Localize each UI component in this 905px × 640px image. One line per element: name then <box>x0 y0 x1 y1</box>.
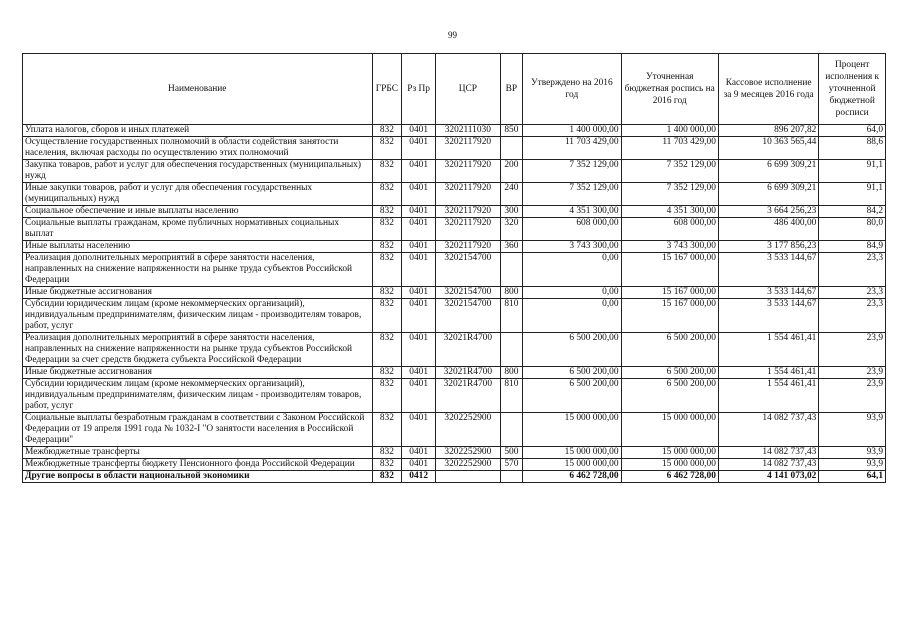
cell-name: Иные закупки товаров, работ и услуг для обеспечения государственных (муниципальных) нужд <box>23 183 373 206</box>
cell-grbs: 832 <box>372 333 402 367</box>
cell-vr: 360 <box>500 241 523 253</box>
cell-csr: 3202117920 <box>436 183 501 206</box>
cell-grbs: 832 <box>372 287 402 299</box>
cell-rzpr: 0401 <box>402 287 436 299</box>
cell-cash: 3 533 144,67 <box>718 287 818 299</box>
cell-csr: 3202111030 <box>436 125 501 137</box>
cell-rzpr: 0401 <box>402 241 436 253</box>
table-row <box>23 333 886 367</box>
cell-approved: 6 462 728,00 <box>523 471 621 483</box>
cell-csr: 3202154700 <box>436 299 501 333</box>
cell-cash: 896 207,82 <box>718 125 818 137</box>
cell-approved: 6 500 200,00 <box>523 367 621 379</box>
cell-csr: 32021R4700 <box>436 367 501 379</box>
cell-vr <box>500 333 523 367</box>
cell-refined: 6 462 728,00 <box>621 471 718 483</box>
table-row <box>23 218 886 241</box>
cell-refined: 15 000 000,00 <box>621 447 718 459</box>
cell-csr: 3202252900 <box>436 459 501 471</box>
page-number: 99 <box>448 30 457 40</box>
header-vr: ВР <box>500 54 523 125</box>
cell-percent: 93,9 <box>819 459 886 471</box>
cell-vr: 800 <box>500 367 523 379</box>
cell-rzpr: 0401 <box>402 367 436 379</box>
cell-vr: 300 <box>500 206 523 218</box>
cell-rzpr: 0401 <box>402 125 436 137</box>
cell-cash: 6 699 309,21 <box>718 160 818 183</box>
cell-name: Социальные выплаты гражданам, кроме публичных нормативных социальных выплат <box>23 218 373 241</box>
cell-grbs: 832 <box>372 218 402 241</box>
cell-name: Иные выплаты населению <box>23 241 373 253</box>
cell-rzpr: 0401 <box>402 333 436 367</box>
cell-rzpr: 0401 <box>402 218 436 241</box>
cell-name: Социальные выплаты безработным гражданам в соответствии с Законом Российской Федерации от 19 апреля 1991 года № 1032-I "О занятости населения в Российской Федерации" <box>23 413 373 447</box>
cell-refined: 4 351 300,00 <box>621 206 718 218</box>
header-percent: Процент исполнения к уточненной бюджетной росписи <box>819 54 886 125</box>
cell-rzpr: 0401 <box>402 299 436 333</box>
cell-refined: 15 167 000,00 <box>621 253 718 287</box>
cell-percent: 23,3 <box>819 287 886 299</box>
cell-grbs: 832 <box>372 253 402 287</box>
cell-vr: 810 <box>500 379 523 413</box>
cell-approved: 7 352 129,00 <box>523 160 621 183</box>
cell-grbs: 832 <box>372 471 402 483</box>
cell-csr: 3202154700 <box>436 253 501 287</box>
cell-vr <box>500 471 523 483</box>
cell-grbs: 832 <box>372 137 402 160</box>
cell-grbs: 832 <box>372 241 402 253</box>
cell-refined: 11 703 429,00 <box>621 137 718 160</box>
cell-percent: 64,1 <box>819 471 886 483</box>
cell-vr <box>500 137 523 160</box>
cell-percent: 23,9 <box>819 367 886 379</box>
cell-cash: 3 533 144,67 <box>718 253 818 287</box>
cell-approved: 15 000 000,00 <box>523 447 621 459</box>
table-row <box>23 241 886 253</box>
cell-cash: 14 082 737,43 <box>718 447 818 459</box>
table-row <box>23 379 886 413</box>
cell-grbs: 832 <box>372 413 402 447</box>
cell-refined: 7 352 129,00 <box>621 160 718 183</box>
cell-refined: 15 000 000,00 <box>621 459 718 471</box>
table-row <box>23 137 886 160</box>
table-row <box>23 183 886 206</box>
cell-name: Межбюджетные трансферты <box>23 447 373 459</box>
cell-rzpr: 0401 <box>402 137 436 160</box>
cell-cash: 1 554 461,41 <box>718 367 818 379</box>
table-row <box>23 471 886 483</box>
cell-name: Другие вопросы в области национальной экономики <box>23 471 373 483</box>
cell-approved: 6 500 200,00 <box>523 333 621 367</box>
cell-cash: 6 699 309,21 <box>718 183 818 206</box>
cell-csr: 3202117920 <box>436 160 501 183</box>
cell-vr <box>500 253 523 287</box>
cell-percent: 23,3 <box>819 299 886 333</box>
cell-csr: 3202154700 <box>436 287 501 299</box>
header-approved: Утверждено на 2016 год <box>523 54 621 125</box>
header-name: Наименование <box>23 54 373 125</box>
cell-rzpr: 0401 <box>402 183 436 206</box>
cell-vr: 500 <box>500 447 523 459</box>
cell-percent: 91,1 <box>819 183 886 206</box>
cell-vr <box>500 413 523 447</box>
cell-name: Иные бюджетные ассигнования <box>23 287 373 299</box>
cell-approved: 15 000 000,00 <box>523 413 621 447</box>
cell-percent: 23,3 <box>819 253 886 287</box>
cell-cash: 1 554 461,41 <box>718 379 818 413</box>
cell-vr: 570 <box>500 459 523 471</box>
cell-percent: 93,9 <box>819 447 886 459</box>
header-grbs: ГРБС <box>372 54 402 125</box>
cell-approved: 0,00 <box>523 253 621 287</box>
cell-approved: 4 351 300,00 <box>523 206 621 218</box>
table-row <box>23 253 886 287</box>
cell-refined: 15 167 000,00 <box>621 299 718 333</box>
cell-percent: 80,0 <box>819 218 886 241</box>
cell-approved: 608 000,00 <box>523 218 621 241</box>
cell-refined: 15 167 000,00 <box>621 287 718 299</box>
cell-refined: 608 000,00 <box>621 218 718 241</box>
cell-cash: 10 363 565,44 <box>718 137 818 160</box>
cell-grbs: 832 <box>372 183 402 206</box>
cell-csr: 3202252900 <box>436 447 501 459</box>
cell-name: Иные бюджетные ассигнования <box>23 367 373 379</box>
cell-cash: 3 664 256,23 <box>718 206 818 218</box>
cell-grbs: 832 <box>372 160 402 183</box>
cell-grbs: 832 <box>372 459 402 471</box>
cell-approved: 0,00 <box>523 287 621 299</box>
table-row <box>23 299 886 333</box>
cell-approved: 1 400 000,00 <box>523 125 621 137</box>
cell-name: Уплата налогов, сборов и иных платежей <box>23 125 373 137</box>
cell-cash: 3 177 856,23 <box>718 241 818 253</box>
cell-rzpr: 0401 <box>402 379 436 413</box>
cell-approved: 7 352 129,00 <box>523 183 621 206</box>
table-row <box>23 367 886 379</box>
cell-cash: 1 554 461,41 <box>718 333 818 367</box>
table-row <box>23 125 886 137</box>
cell-csr: 32021R4700 <box>436 379 501 413</box>
cell-rzpr: 0401 <box>402 459 436 471</box>
cell-rzpr: 0401 <box>402 413 436 447</box>
cell-approved: 15 000 000,00 <box>523 459 621 471</box>
header-csr: ЦСР <box>436 54 501 125</box>
table-row <box>23 447 886 459</box>
cell-refined: 6 500 200,00 <box>621 379 718 413</box>
cell-approved: 3 743 300,00 <box>523 241 621 253</box>
cell-percent: 23,9 <box>819 333 886 367</box>
cell-rzpr: 0401 <box>402 447 436 459</box>
cell-grbs: 832 <box>372 447 402 459</box>
cell-refined: 3 743 300,00 <box>621 241 718 253</box>
cell-rzpr: 0401 <box>402 160 436 183</box>
table-row <box>23 206 886 218</box>
cell-grbs: 832 <box>372 206 402 218</box>
cell-cash: 14 082 737,43 <box>718 459 818 471</box>
cell-approved: 0,00 <box>523 299 621 333</box>
cell-percent: 64,0 <box>819 125 886 137</box>
cell-name: Реализация дополнительных мероприятий в сфере занятости населения, направленных на снижение напряженности на рынке труда субъектов Российской Федерации <box>23 253 373 287</box>
table-body <box>23 125 886 483</box>
cell-percent: 23,9 <box>819 379 886 413</box>
cell-vr: 240 <box>500 183 523 206</box>
cell-percent: 88,6 <box>819 137 886 160</box>
cell-approved: 11 703 429,00 <box>523 137 621 160</box>
cell-refined: 1 400 000,00 <box>621 125 718 137</box>
cell-grbs: 832 <box>372 379 402 413</box>
cell-csr: 32021R4700 <box>436 333 501 367</box>
cell-csr: 3202117920 <box>436 241 501 253</box>
cell-refined: 6 500 200,00 <box>621 333 718 367</box>
cell-grbs: 832 <box>372 367 402 379</box>
cell-grbs: 832 <box>372 125 402 137</box>
cell-name: Закупка товаров, работ и услуг для обеспечения государственных (муниципальных) нужд <box>23 160 373 183</box>
cell-rzpr: 0401 <box>402 206 436 218</box>
cell-rzpr: 0401 <box>402 253 436 287</box>
cell-cash: 14 082 737,43 <box>718 413 818 447</box>
table-row <box>23 287 886 299</box>
cell-vr: 800 <box>500 287 523 299</box>
cell-refined: 7 352 129,00 <box>621 183 718 206</box>
cell-name: Реализация дополнительных мероприятий в сфере занятости населения, направленных на снижение напряженности на рынке труда субъектов Российской Федерации за счет средств бюджета субъекта Российской Федерации <box>23 333 373 367</box>
cell-csr: 3202117920 <box>436 137 501 160</box>
cell-percent: 91,1 <box>819 160 886 183</box>
cell-vr: 810 <box>500 299 523 333</box>
cell-csr: 3202117920 <box>436 206 501 218</box>
header-cash: Кассовое исполнение за 9 месяцев 2016 года <box>718 54 818 125</box>
cell-cash: 3 533 144,67 <box>718 299 818 333</box>
table-header-row <box>23 54 886 125</box>
cell-cash: 4 141 073,02 <box>718 471 818 483</box>
budget-table <box>22 53 886 483</box>
cell-name: Осуществление государственных полномочий в области содействия занятости населения, включая расходы по осуществлению этих полномочий <box>23 137 373 160</box>
cell-vr: 850 <box>500 125 523 137</box>
cell-percent: 84,9 <box>819 241 886 253</box>
cell-csr: 3202252900 <box>436 413 501 447</box>
cell-name: Субсидии юридическим лицам (кроме некоммерческих организаций), индивидуальным предпринимателям, физическим лицам - производителям товаров, работ, услуг <box>23 379 373 413</box>
cell-approved: 6 500 200,00 <box>523 379 621 413</box>
table-row <box>23 413 886 447</box>
cell-refined: 6 500 200,00 <box>621 367 718 379</box>
cell-name: Межбюджетные трансферты бюджету Пенсионного фонда Российской Федерации <box>23 459 373 471</box>
cell-name: Социальное обеспечение и иные выплаты населению <box>23 206 373 218</box>
header-rzpr: Рз Пр <box>402 54 436 125</box>
cell-name: Субсидии юридическим лицам (кроме некоммерческих организаций), индивидуальным предпринимателям, физическим лицам - производителям товаров, работ, услуг <box>23 299 373 333</box>
cell-vr: 200 <box>500 160 523 183</box>
cell-vr: 320 <box>500 218 523 241</box>
cell-percent: 93,9 <box>819 413 886 447</box>
cell-refined: 15 000 000,00 <box>621 413 718 447</box>
table-row <box>23 160 886 183</box>
table-row <box>23 459 886 471</box>
cell-rzpr: 0412 <box>402 471 436 483</box>
cell-csr: 3202117920 <box>436 218 501 241</box>
cell-percent: 84,2 <box>819 206 886 218</box>
cell-csr <box>436 471 501 483</box>
header-refined: Уточненная бюджетная роспись на 2016 год <box>621 54 718 125</box>
cell-grbs: 832 <box>372 299 402 333</box>
cell-cash: 486 400,00 <box>718 218 818 241</box>
